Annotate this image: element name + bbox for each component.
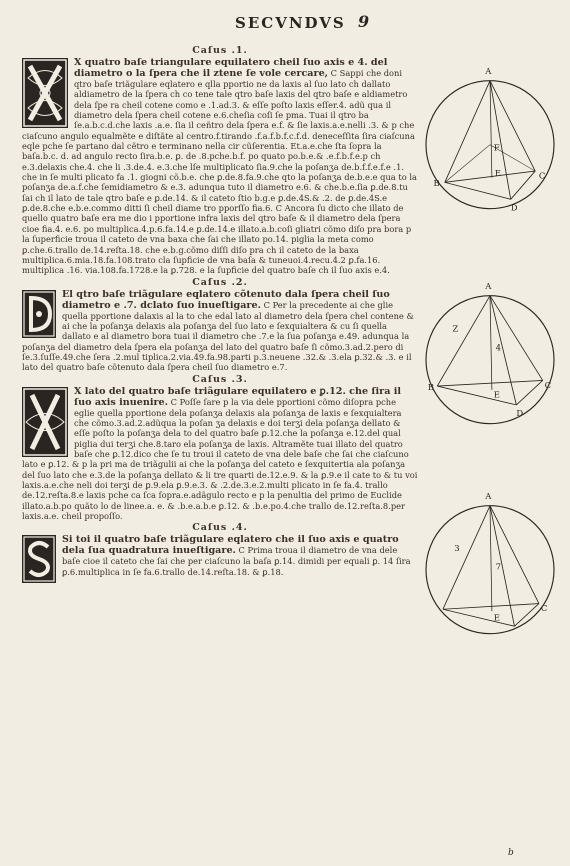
case-heading-1: Caſus .1. xyxy=(192,45,248,56)
ornament-initial-icon xyxy=(22,290,56,338)
woodcut-initial-s xyxy=(22,535,56,583)
case-heading-3: Caſus .3. xyxy=(192,373,248,385)
figure-label: E xyxy=(493,389,500,400)
figure-tetrahedron-3 xyxy=(420,485,560,645)
figure-label: B xyxy=(427,381,435,392)
proposition-heading: X lato del quatro baſe triãgulare equilatero e ꝑ.12. che ſira il ſuo axis inuenire. xyxy=(74,385,402,408)
figure-label: C xyxy=(538,170,546,181)
proposition-text: C Per la precedente ai che glie quella pportione dalaxis al la to che edal lato al diametro dela ſpera chel contene & ai che la poſanʒa delaxis ala poſanʒa del ſuo lato e ſexquialtera & cu ſi quella dallato e al diametro bora tuai il diametro che .7.e la ſua poſanʒa e.49. adunqua la poſanʒa del diametro dela ſpera ela poſanʒa del lato del quatro baſe ſi cõmo.3.ad.2.pero di ſe.3.ſuſſe.49.che ſera .2.mul tiplica.2.via.49.fa.98.parti p.3.neuene .32.& .3.ela ꝑ.32.& .3. e il lato del quatro baſe cõtenuto dala ſpera cheil ſuo diametro e.7. xyxy=(22,299,414,373)
figure-label: D xyxy=(510,202,518,213)
proposition-2 xyxy=(22,289,418,373)
figure-label: A xyxy=(485,281,492,292)
figure-label: E xyxy=(494,167,501,178)
inscribed-tetrahedron-diagram xyxy=(420,485,560,645)
figure-label: 4 xyxy=(495,342,502,353)
figure-column xyxy=(420,60,560,800)
figure-label: 3 xyxy=(454,542,460,553)
case-heading-4: Caſus .4. xyxy=(192,522,248,534)
proposition-heading: El qtro baſe triãgulare eqlatero cõtenuto dala ſpera cheil ſuo diametro e .7. dclato ſuo inueſtigare. xyxy=(62,288,390,311)
proposition-1 xyxy=(22,57,418,276)
proposition-heading: Si toi il quatro baſe triãgulare eqlatero che il ſuo axis e quatro dela ſua quadratura inueſtigare. xyxy=(62,534,399,557)
figure-label: E xyxy=(493,612,500,623)
figure-label: B xyxy=(433,178,440,189)
figure-label: Z xyxy=(452,323,459,334)
woodcut-initial-x xyxy=(22,387,68,457)
proposition-4 xyxy=(22,534,418,584)
figure-label: D xyxy=(516,408,524,419)
proposition-heading: X quatro baſe triangulare equilatero cheil ſuo axis e 4. del diametro o la ſpera che il ztene ſe vole cercare, xyxy=(74,57,388,79)
ornament-initial-icon xyxy=(22,58,68,128)
figure-tetrahedron-1 xyxy=(420,60,560,220)
running-head: SECVNDVS xyxy=(235,14,346,32)
text-column xyxy=(22,44,418,584)
proposition-text: C Prima troua il diametro de vna dele baſe cioe il cateto che ſai che per ciaſcuno la baſa ꝑ.14. dimidi per equali ꝑ. 14 ſira ꝑ.6.multiplica in ſe fa.6.trallo de.14.reſta.18. & ꝑ.18. xyxy=(62,545,411,577)
case-heading-2: Caſus .2. xyxy=(192,276,248,288)
inscribed-tetrahedron-diagram xyxy=(420,275,560,435)
figure-label: A xyxy=(485,66,492,77)
figure-tetrahedron-2 xyxy=(420,275,560,435)
figure-label: 7 xyxy=(495,561,502,572)
proposition-text: C Poſſe ſare p la via dele pportioni cõmo diſopra pche eglie quella pportione dela poſanʒa delaxis ala poſanʒa de laxis e ſexquialtera che cõmo.3.ad.2.adũqua la poſan ʒa delaxis e doi terʒi dela poſanʒa dellato & eſſe poſto la poſanʒa dela to del quatro baſe ꝑ.12.che la poſanʒa e.12.del qual piglia dui terʒi che.8.taro ela poſanʒa de laxis. Altramẽte tuai illato del quatro baſe che ꝑ.12.dico che ſe tu troui il cateto de vna dele baſe che ſai che ciaſcuno lato e ꝑ.12. & p la pri ma de triãgulii ai che la poſanʒa del cateto e ſexquitertia ala poſanʒa del ſuo lato che e.3.de la poſanʒa dellato & li tre quarti de.12.e.9. & la ꝑ.9.e il cate to & tu voi laxis.a.e.che neli doi terʒi de ꝑ.9.ela ꝑ.9.e.3. & .2.de.3.e.2.multi plicato in ſe fa.4. trallo de.12.reſta.8.e laxis pche ca ſca ſopra.e.adãgulo recto e p la penultia del primo de Euclide illato.a.b.po quãto lo de linee.a. e. & .b.e.a.b.e ꝑ.12. & .b.e.po.4.che trallo de.12.reſta.8.per laxis.a.e. cheil propoſſo. xyxy=(22,396,418,522)
ornament-initial-icon xyxy=(22,535,56,583)
inscribed-tetrahedron-diagram xyxy=(420,60,560,220)
figure-label: C xyxy=(540,603,548,614)
page-header xyxy=(0,10,570,36)
figure-label: A xyxy=(485,491,492,502)
proposition-text: C Sappi che doni qtro baſe triãgulare eqlatero e qlla pportio ne da laxis al ſuo lato ch dallato aldiametro de la ſpera ch co tene tale qtro baſe laxis del qtro baſe e aldiametro dela ſpe ra cheil cotene como e .1.ad.3. & eſſe poſto laxis eſſer.4. adũ qua il diametro dela ſpera cheil cotene e.6.cheſia coſi ſe pma. Tuai il qtro ba ſe.a.b.c.d.che laxis .a.e. ſia il ceñtro dela ſpera e.f. & ſie laxis.a.e.nelli .3. & p che ciaſcuno angulo equalmẽte e diſtãte al centro.f.tirando .f.a.f.b.f.c.f.d. deneceſſita ſira ciaſcuna eqle pche ſe partano dal cẽtro e terminano nella cir cũſerentia. Et.a.e.che ſta ſopra la baſa.b.c. d. ad angulo recto ſira.b.e. ꝑ. de .8.pche.b.f. po quato po.b.e.& .e.f.b.f.e.p ch e.3.delaxis che.4. che li .3.de.4. e.3.che lſe multiplicato ſia.9.che la poſanʒa de.b.f.f.e.f.e .1. che in ſe multi plicato fa .1. giogni cõ.b.e. che ꝑ.de.8.fa.9.che qto la poſanʒa de.b.e.e qua to la poſanʒa de.a.f.che ſemidiametro & e.3. adunqua tuto il diametro e.6. & che.b.e.ſia ꝑ.de.8.tu ſai ch il lato de tale qtro baſe e ꝑ.de.14. & il cateto ſtio b.g.e ꝑ.de.4S.& .2. de ꝑ.de.4S.e ꝑ.de.8.che e.b.e.commo ditti ſi cheil diame tro pporſſo fia.6. C Ancora ſu dicto che illato de quello quatro baſe era me dio i pportione infra laxis del qtro baſe & il diametro dela ſpera cioe fia.4. e.6. po multiplica.4.p.6.fa.14.e ꝑ.de.14.e illato.a.b.coſi gliatri cõmo diſo pra bora p la ſuperficie troua il cateto de vna baxa che ſai che illato po.14. piglia la meta como ꝑ.che.6.trallo de.14.reſta.18. che e.b.g.cõmo diſſi diſo pra ch il cateto de la baxa multiplica.6.mia.18.fa.108.trato cla ſupficie de vna baſa & tuneuoi.4.recu.4.2 ꝑ.fa.16. multiplica .16. via.108.fa.1728.e la ꝑ.728. e la ſupficie del quatro baſe ch il ſuo axis e.4. xyxy=(22,68,417,276)
woodcut-initial-x xyxy=(22,58,68,128)
signature-mark: b xyxy=(508,848,514,858)
figure-label: F xyxy=(493,142,500,153)
figure-label: C xyxy=(544,379,552,390)
woodcut-initial-d xyxy=(22,290,56,338)
proposition-3 xyxy=(22,386,418,522)
page-number: 9 xyxy=(358,12,370,31)
ornament-initial-icon xyxy=(22,387,68,457)
